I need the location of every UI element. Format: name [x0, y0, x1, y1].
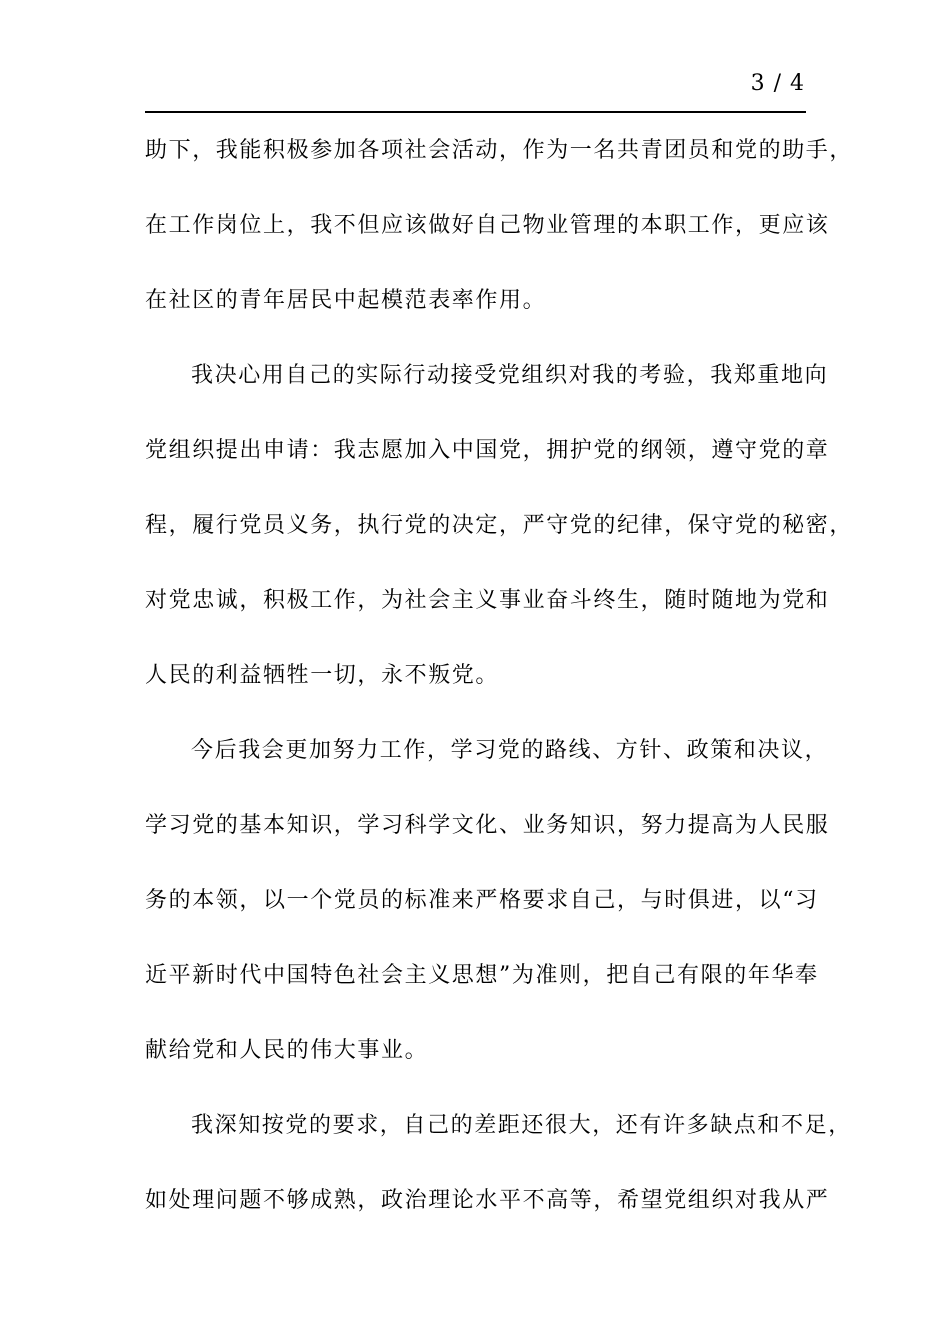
text-line: 今后我会更加努力工作，学习党的路线、方针、政策和决议，	[191, 738, 829, 763]
text-line: 我深知按党的要求，自己的差距还很大，还有许多缺点和不足，	[191, 1113, 852, 1138]
page-number: 3 / 4	[750, 71, 805, 96]
text-line: 党组织提出申请：我志愿加入中国党，拥护党的纲领，遵守党的章	[145, 438, 830, 463]
text-line: 在工作岗位上，我不但应该做好自己物业管理的本职工作，更应该	[145, 213, 830, 238]
header-rule	[145, 111, 806, 113]
text-line: 程，履行党员义务，执行党的决定，严守党的纪律，保守党的秘密，	[145, 513, 854, 538]
document-body	[145, 127, 854, 1252]
text-line: 如处理问题不够成熟，政治理论水平不高等，希望党组织对我从严	[145, 1188, 830, 1213]
text-line: 人民的利益牺牲一切，永不叛党。	[145, 663, 500, 688]
text-line: 我决心用自己的实际行动接受党组织对我的考验，我郑重地向	[191, 363, 829, 388]
text-line: 务的本领，以一个党员的标准来严格要求自己，与时俱进，以“习	[145, 888, 819, 913]
text-line: 助下，我能积极参加各项社会活动，作为一名共青团员和党的助手，	[145, 138, 854, 163]
text-line: 对党忠诚，积极工作，为社会主义事业奋斗终生，随时随地为党和	[145, 588, 830, 613]
text-line: 近平新时代中国特色社会主义思想”为准则，把自己有限的年华奉	[145, 963, 819, 988]
text-line: 献给党和人民的伟大事业。	[145, 1038, 429, 1063]
text-line: 在社区的青年居民中起模范表率作用。	[145, 288, 547, 313]
text-line: 学习党的基本知识，学习科学文化、业务知识，努力提高为人民服	[145, 813, 830, 838]
